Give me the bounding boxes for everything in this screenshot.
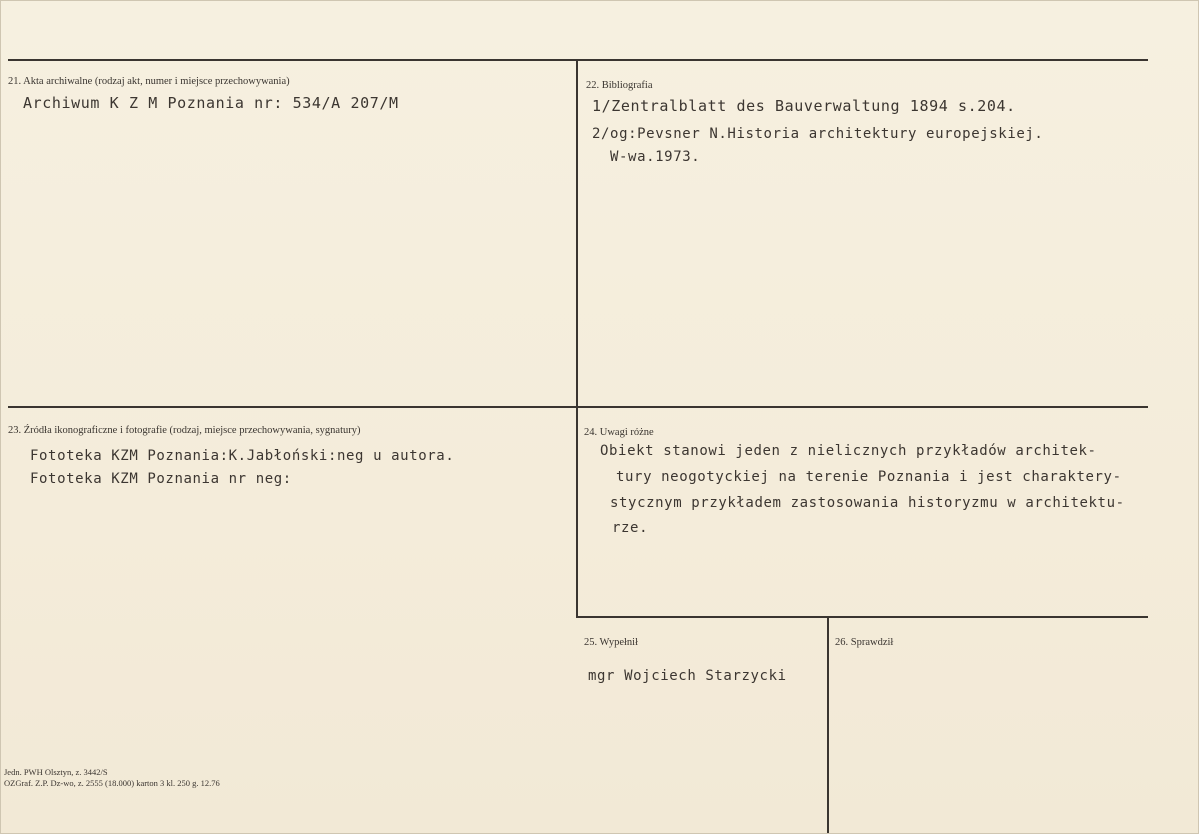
printer-imprint-line-2: OZGraf. Z.P. Dz-wo, z. 2555 (18.000) karton 3 kl. 250 g. 12.76 [4, 778, 220, 788]
printer-imprint-line-1: Jedn. PWH Olsztyn, z. 3442/S [4, 767, 108, 777]
section-22-line-2: 2/og:Pevsner N.Historia architektury europejskiej. [592, 126, 1044, 142]
middle-rule [8, 406, 1148, 408]
top-rule [8, 59, 1148, 61]
center-divider [576, 60, 578, 616]
signature-divider [827, 617, 829, 834]
section-23-line-2: Fototeka KZM Poznania nr neg: [30, 471, 292, 487]
section-26-label: 26. Sprawdził [835, 637, 894, 648]
section-22-line-3: W-wa.1973. [610, 149, 701, 165]
section-24-line-3: stycznym przykładem zastosowania historyzmu w architektu- [610, 495, 1125, 511]
section-23-label: 23. Źródła ikonograficzne i fotografie (rodzaj, miejsce przechowywania, sygnatury) [8, 425, 361, 436]
section-22-label: 22. Bibliografia [586, 80, 653, 91]
section-25-label: 25. Wypełnił [584, 637, 639, 648]
signature-rule [576, 616, 1148, 618]
section-24-line-2: tury neogotyckiej na terenie Poznania i jest charaktery- [616, 469, 1122, 485]
section-21-label: 21. Akta archiwalne (rodzaj akt, numer i miejsce przechowywania) [8, 76, 290, 87]
section-21-line-1: Archiwum K Z M Poznania nr: 534/A 207/M [23, 94, 399, 112]
section-22-line-1: 1/Zentralblatt des Bauverwaltung 1894 s.204. [592, 97, 1016, 115]
section-24-line-4: rze. [612, 520, 649, 536]
section-23-line-1: Fototeka KZM Poznania:K.Jabłoński:neg u autora. [30, 448, 455, 464]
section-25-value: mgr Wojciech Starzycki [588, 668, 787, 684]
section-24-label: 24. Uwagi różne [584, 427, 654, 438]
section-24-line-1: Obiekt stanowi jeden z nielicznych przykładów architek- [600, 443, 1097, 459]
